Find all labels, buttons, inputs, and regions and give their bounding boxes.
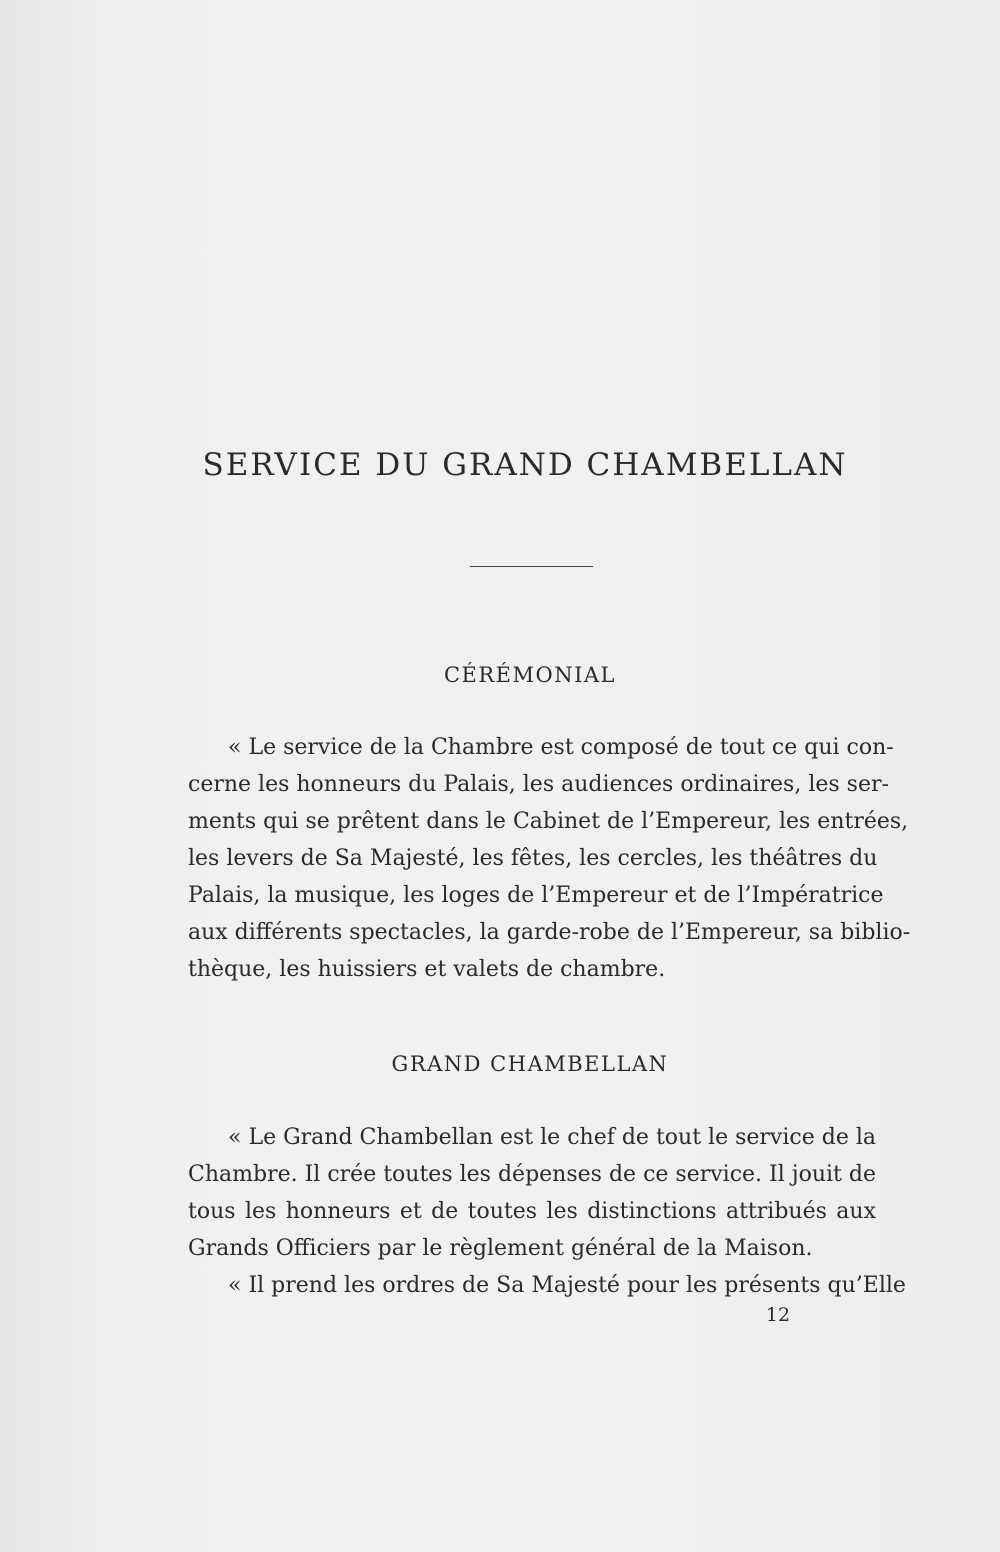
text-line: Palais, la musique, les loges de l’Empereur et de l’Impératrice: [188, 883, 884, 908]
text-line: cerne les honneurs du Palais, les audiences ordinaires, les ser-: [188, 772, 889, 797]
text-line: Chambre. Il crée toutes les dépenses de ce service. Il jouit de: [188, 1162, 876, 1187]
text-line: tous les honneurs et de toutes les distinctions attribués aux: [188, 1199, 876, 1224]
text-line: « Il prend les ordres de Sa Majesté pour les présents qu’Elle: [228, 1273, 906, 1298]
text-line: thèque, les huissiers et valets de chambre.: [188, 957, 666, 982]
text-line: aux différents spectacles, la garde-robe de l’Empereur, sa biblio-: [188, 920, 911, 945]
section-heading-grand-chambellan: GRAND CHAMBELLAN: [391, 1052, 669, 1076]
page-title: SERVICE DU GRAND CHAMBELLAN: [202, 447, 848, 483]
text-line: « Le service de la Chambre est composé de tout ce qui con-: [228, 735, 894, 760]
text-line: les levers de Sa Majesté, les fêtes, les cercles, les théâtres du: [188, 846, 878, 871]
page-number: 12: [765, 1304, 791, 1326]
section-heading-ceremonial: CÉRÉMONIAL: [443, 663, 617, 687]
text-line: ments qui se prêtent dans le Cabinet de l’Empereur, les entrées,: [188, 809, 909, 834]
text-line: « Le Grand Chambellan est le chef de tout le service de la: [228, 1125, 876, 1150]
text-line: Grands Officiers par le règlement général de la Maison.: [188, 1236, 813, 1261]
title-rule: [470, 566, 593, 567]
